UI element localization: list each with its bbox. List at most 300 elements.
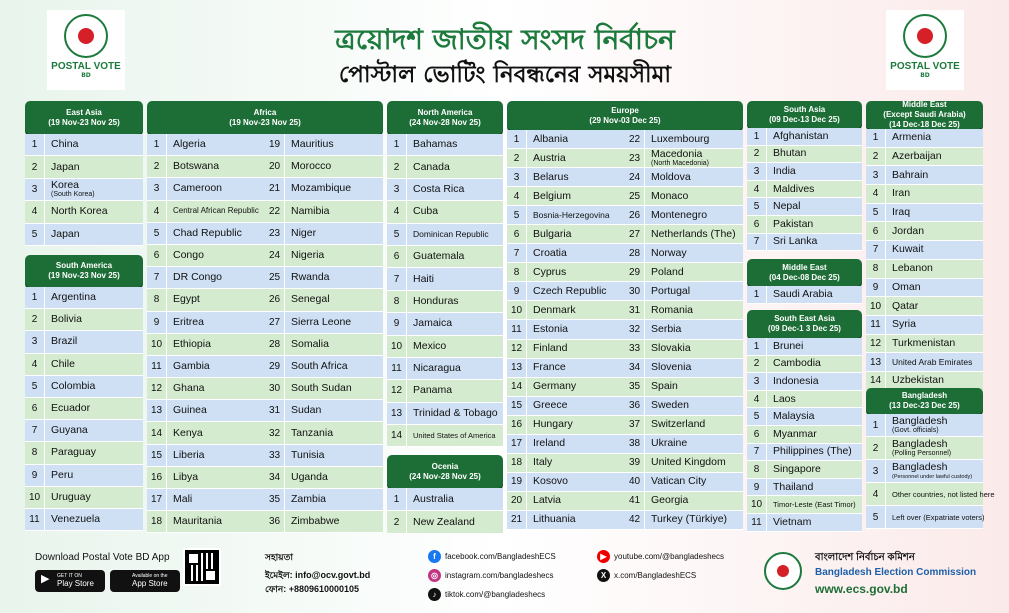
youtube-icon: ▶ xyxy=(597,550,610,563)
item-number: 15 xyxy=(147,445,167,466)
country-name: Monaco xyxy=(651,189,689,202)
item-number: 7 xyxy=(387,268,407,289)
item-number: 21 xyxy=(507,511,527,529)
country-name: Cyprus xyxy=(533,265,567,278)
x-link[interactable] xyxy=(597,569,696,582)
list-item xyxy=(507,301,625,320)
country-name: Japan xyxy=(51,227,80,240)
list-item xyxy=(866,335,983,354)
list-item xyxy=(747,408,862,426)
item-number: 2 xyxy=(25,309,45,330)
item-number: 4 xyxy=(387,201,407,222)
list-item xyxy=(747,216,862,234)
item-number: 33 xyxy=(265,445,285,466)
country-name: Turkey (Türkiye) xyxy=(651,513,728,526)
list-item xyxy=(747,373,862,391)
item-number: 13 xyxy=(387,403,407,424)
country-name: Philippines (The) xyxy=(773,445,852,458)
country-name: Mauritania xyxy=(173,515,223,528)
list-item xyxy=(747,128,862,146)
list-item xyxy=(147,178,265,200)
region-header xyxy=(747,310,862,338)
region-header xyxy=(507,101,743,130)
country-name: Armenia xyxy=(892,131,932,144)
list-item xyxy=(25,354,143,376)
region-oceania xyxy=(387,455,503,534)
list-item xyxy=(387,358,503,380)
list-item xyxy=(625,130,743,149)
region-dates: (29 Nov-03 Dec 25) xyxy=(589,115,661,125)
item-number: 20 xyxy=(265,156,285,177)
country-name: India xyxy=(773,164,796,177)
list-item xyxy=(147,289,265,311)
country-name: Rwanda xyxy=(291,271,330,284)
country-name: Libya xyxy=(173,470,199,483)
country-name: Romania xyxy=(651,303,694,316)
list-item xyxy=(866,166,983,185)
list-item xyxy=(625,206,743,225)
list-item xyxy=(625,378,743,397)
region-name: Africa xyxy=(253,107,277,117)
app-store-button[interactable] xyxy=(110,570,180,592)
country-name: Uruguay xyxy=(51,490,91,503)
list-item xyxy=(25,420,143,442)
country-name: Botswana xyxy=(173,160,220,173)
ec-website[interactable]: www.ecs.gov.bd xyxy=(815,582,908,596)
country-name: Bangladesh (Personnel under lawful custody) xyxy=(892,460,973,480)
region-south-east-asia xyxy=(747,310,862,532)
list-item xyxy=(265,489,383,511)
list-item xyxy=(25,331,143,353)
facebook-icon: f xyxy=(428,550,441,563)
instagram-icon: ◎ xyxy=(428,569,441,582)
item-number: 5 xyxy=(507,206,527,224)
item-number: 7 xyxy=(747,444,767,461)
country-name: Oman xyxy=(892,280,921,293)
country-name: United Kingdom xyxy=(651,456,726,469)
list-item xyxy=(866,241,983,260)
list-item xyxy=(866,222,983,241)
item-number: 4 xyxy=(507,187,527,205)
country-name: Moldova xyxy=(651,170,691,183)
item-number: 19 xyxy=(265,134,285,155)
item-number: 13 xyxy=(147,400,167,421)
list-item xyxy=(265,467,383,489)
item-number: 2 xyxy=(25,156,45,177)
list-item xyxy=(507,320,625,339)
country-name: Serbia xyxy=(651,322,682,335)
item-number: 11 xyxy=(387,358,407,379)
item-number: 14 xyxy=(387,425,407,446)
item-number: 33 xyxy=(625,340,645,358)
list-item xyxy=(507,473,625,492)
region-subname: (Except Saudi Arabia) xyxy=(883,110,966,119)
x-text: x.com/BangladeshECS xyxy=(614,571,697,580)
country-name: Malaysia xyxy=(773,410,815,423)
item-number: 20 xyxy=(507,492,527,510)
item-number: 18 xyxy=(147,511,167,532)
country-name: Canada xyxy=(413,160,450,173)
country-name: Germany xyxy=(533,380,577,393)
item-number: 35 xyxy=(625,378,645,396)
country-name: Gambia xyxy=(173,359,210,372)
country-name: Ethiopia xyxy=(173,337,211,350)
list-item xyxy=(387,336,503,358)
region-header xyxy=(866,101,983,129)
country-name: Haiti xyxy=(413,272,435,285)
region-south-america xyxy=(25,255,143,531)
list-item xyxy=(866,148,983,167)
country-name: Bahamas xyxy=(413,138,458,151)
list-item xyxy=(265,156,383,178)
list-item xyxy=(866,437,983,460)
list-item xyxy=(387,291,503,313)
list-item xyxy=(265,312,383,334)
list-item xyxy=(25,287,143,309)
region-header xyxy=(866,388,983,414)
item-number: 1 xyxy=(747,286,767,303)
item-number: 2 xyxy=(387,156,407,177)
country-name: Ukraine xyxy=(651,437,688,450)
item-number: 5 xyxy=(866,506,886,528)
list-item xyxy=(265,134,383,156)
item-number: 6 xyxy=(387,246,407,267)
list-item xyxy=(25,487,143,509)
list-item xyxy=(507,511,625,530)
list-item xyxy=(507,397,625,416)
country-name: Iraq xyxy=(892,206,911,219)
country-name: Mauritius xyxy=(291,138,334,151)
item-number: 26 xyxy=(265,289,285,310)
list-item xyxy=(747,181,862,199)
country-name: Morocco xyxy=(291,160,332,173)
item-number: 4 xyxy=(25,201,45,222)
country-name: Afghanistan xyxy=(773,129,829,142)
page-subtitle: পোস্টাল ভোটিং নিবন্ধনের সময়সীমা xyxy=(338,62,672,88)
item-number: 5 xyxy=(147,223,167,244)
item-number: 3 xyxy=(866,460,886,482)
country-name: Netherlands (The) xyxy=(651,227,736,240)
list-item xyxy=(387,511,503,534)
item-number: 35 xyxy=(265,489,285,510)
country-name: Liberia xyxy=(173,448,205,461)
list-item xyxy=(507,435,625,454)
country-name: Brazil xyxy=(51,335,78,348)
item-number: 2 xyxy=(387,511,407,533)
item-number: 1 xyxy=(387,488,407,510)
list-item xyxy=(866,260,983,279)
item-number: 12 xyxy=(387,380,407,401)
country-name: Lithuania xyxy=(533,513,576,526)
list-item xyxy=(866,353,983,372)
list-item xyxy=(387,224,503,246)
item-number: 4 xyxy=(747,181,767,198)
list-item xyxy=(25,398,143,420)
item-number: 8 xyxy=(507,263,527,281)
list-item xyxy=(625,454,743,473)
item-number: 36 xyxy=(625,397,645,415)
item-number: 9 xyxy=(147,312,167,333)
facebook-text: facebook.com/BangladeshECS xyxy=(445,552,556,561)
country-name: Bosnia-Herzegovina xyxy=(533,209,610,220)
country-name: Turkmenistan xyxy=(892,336,956,349)
region-east-asia xyxy=(25,101,143,246)
list-item xyxy=(25,509,143,531)
item-number: 13 xyxy=(866,353,886,371)
list-item xyxy=(625,263,743,282)
list-item xyxy=(25,134,143,156)
country-name: Sudan xyxy=(291,404,322,417)
list-item xyxy=(625,473,743,492)
item-number: 1 xyxy=(747,338,767,355)
list-item xyxy=(866,483,995,506)
item-number: 11 xyxy=(25,509,45,530)
item-number: 5 xyxy=(747,198,767,215)
item-number: 30 xyxy=(265,378,285,399)
country-name: Sweden xyxy=(651,399,689,412)
list-item xyxy=(866,279,983,298)
item-number: 5 xyxy=(25,224,45,245)
country-name: Egypt xyxy=(173,293,200,306)
country-name: Kuwait xyxy=(892,243,924,256)
item-number: 4 xyxy=(25,354,45,375)
country-name: Namibia xyxy=(291,204,330,217)
list-item xyxy=(507,454,625,473)
country-name: Jamaica xyxy=(413,317,453,330)
country-name: Left over (Expatriate voters) xyxy=(892,512,985,522)
country-name: Ghana xyxy=(173,382,205,395)
list-item xyxy=(265,378,383,400)
region-header xyxy=(147,101,383,134)
app-label: App Store xyxy=(132,579,168,588)
region-dates: (09 Dec-1 3 Dec 25) xyxy=(768,324,841,333)
footer xyxy=(0,542,1009,613)
item-number: 42 xyxy=(625,511,645,529)
tiktok-text: tiktok.com/@bangladeshecs xyxy=(445,590,546,599)
item-number: 6 xyxy=(25,398,45,419)
item-number: 7 xyxy=(747,234,767,251)
list-item xyxy=(747,356,862,374)
country-name: Finland xyxy=(533,342,568,355)
list-item xyxy=(625,320,743,339)
list-item xyxy=(387,156,503,178)
play-label: Play Store xyxy=(57,579,94,588)
item-number: 25 xyxy=(625,187,645,205)
country-name: Trinidad & Tobago xyxy=(413,406,498,419)
region-dates: (19 Nov-23 Nov 25) xyxy=(229,117,301,127)
country-name: Austria xyxy=(533,151,566,164)
country-name: Argentina xyxy=(51,291,96,304)
item-number: 41 xyxy=(625,492,645,510)
country-name: Bulgaria xyxy=(533,227,572,240)
item-number: 38 xyxy=(625,435,645,453)
item-number: 3 xyxy=(507,168,527,186)
list-item xyxy=(625,187,743,206)
region-north-america xyxy=(387,101,503,447)
country-name: Sierra Leone xyxy=(291,315,352,328)
country-name: Belarus xyxy=(533,170,569,183)
list-item xyxy=(147,378,265,400)
country-name: Estonia xyxy=(533,322,569,335)
list-item xyxy=(747,461,862,479)
country-name: Zimbabwe xyxy=(291,515,340,528)
item-number: 40 xyxy=(625,473,645,491)
item-number: 29 xyxy=(625,263,645,281)
country-name: Ecuador xyxy=(51,402,91,415)
country-name: Slovenia xyxy=(651,361,692,374)
country-name: Spain xyxy=(651,380,678,393)
item-number: 4 xyxy=(866,185,886,203)
country-name: United Arab Emirates xyxy=(892,356,973,367)
country-name: Uganda xyxy=(291,470,328,483)
list-item xyxy=(387,268,503,290)
item-number: 13 xyxy=(507,359,527,377)
item-number: 5 xyxy=(866,204,886,222)
country-name: Hungary xyxy=(533,418,573,431)
item-number: 6 xyxy=(866,222,886,240)
instagram-link[interactable] xyxy=(428,569,554,582)
item-number: 11 xyxy=(507,320,527,338)
list-item xyxy=(387,201,503,223)
country-name: New Zealand xyxy=(413,515,475,528)
item-number: 3 xyxy=(387,179,407,200)
country-name: Slovakia xyxy=(651,342,691,355)
item-number: 24 xyxy=(625,168,645,186)
youtube-link[interactable] xyxy=(597,550,724,563)
country-name: Panama xyxy=(413,384,453,397)
country-name: Czech Republic xyxy=(533,284,607,297)
list-item xyxy=(625,225,743,244)
country-name: Singapore xyxy=(773,462,821,475)
list-item xyxy=(265,201,383,223)
list-item xyxy=(265,400,383,422)
list-item xyxy=(387,380,503,402)
facebook-link[interactable] xyxy=(428,550,556,563)
country-name: Guatemala xyxy=(413,250,465,263)
election-commission-emblem xyxy=(764,552,802,590)
country-name: Tanzania xyxy=(291,426,334,439)
item-number: 7 xyxy=(507,244,527,262)
item-number: 34 xyxy=(625,359,645,377)
help-email[interactable]: ইমেইল: info@ocv.govt.bd xyxy=(265,570,371,580)
item-number: 12 xyxy=(507,340,527,358)
list-item xyxy=(747,234,862,252)
country-name: Luxembourg xyxy=(651,132,710,145)
item-number: 23 xyxy=(625,149,645,167)
country-name: Lebanon xyxy=(892,262,933,275)
country-name: Eritrea xyxy=(173,315,204,328)
item-number: 1 xyxy=(507,130,527,148)
region-bangladesh xyxy=(866,388,995,529)
list-item xyxy=(747,163,862,181)
country-name: Saudi Arabia xyxy=(773,288,833,300)
item-number: 5 xyxy=(387,224,407,245)
list-item xyxy=(25,179,143,201)
country-name: Latvia xyxy=(533,494,562,507)
country-name: Senegal xyxy=(291,293,330,306)
item-number: 3 xyxy=(747,373,767,390)
list-item xyxy=(625,282,743,301)
help-phone[interactable]: ফোন: +8809610000105 xyxy=(265,584,360,594)
item-number: 3 xyxy=(747,163,767,180)
list-item xyxy=(265,356,383,378)
country-name: China xyxy=(51,138,79,151)
country-name: Qatar xyxy=(892,299,919,312)
country-name: Croatia xyxy=(533,246,567,259)
list-item xyxy=(625,340,743,359)
list-item xyxy=(507,492,625,511)
item-number: 3 xyxy=(25,331,45,352)
item-number: 10 xyxy=(747,496,767,513)
item-number: 36 xyxy=(265,511,285,532)
item-number: 22 xyxy=(265,201,285,222)
list-item xyxy=(507,187,625,206)
country-name: DR Congo xyxy=(173,271,223,284)
item-number: 24 xyxy=(265,245,285,266)
country-name: Myanmar xyxy=(773,427,817,440)
item-number: 14 xyxy=(866,372,886,390)
list-item xyxy=(147,312,265,334)
region-name: Middle East xyxy=(782,262,827,272)
item-number: 9 xyxy=(747,479,767,496)
list-item xyxy=(507,225,625,244)
country-name: Japan xyxy=(51,160,80,173)
country-name: United States of America xyxy=(413,431,496,441)
list-item xyxy=(747,286,862,304)
country-name: Tunisia xyxy=(291,448,325,461)
country-name: Belgium xyxy=(533,189,571,202)
country-name: South Sudan xyxy=(291,382,352,395)
country-name: Niger xyxy=(291,226,317,239)
region-name: South Asia xyxy=(783,104,826,114)
region-name: North America xyxy=(417,107,473,117)
country-name: Azerbaijan xyxy=(892,150,942,163)
country-name: Maldives xyxy=(773,182,815,195)
instagram-text: instagram.com/bangladeshecs xyxy=(445,571,554,580)
list-item xyxy=(387,313,503,335)
list-item xyxy=(507,263,625,282)
list-item xyxy=(265,289,383,311)
list-item xyxy=(265,445,383,467)
item-number: 1 xyxy=(866,129,886,147)
tiktok-link[interactable] xyxy=(428,588,545,601)
country-name: Cuba xyxy=(413,205,439,218)
item-number: 6 xyxy=(507,225,527,243)
country-name: Indonesia xyxy=(773,374,819,387)
region-name: South America xyxy=(55,261,113,270)
list-item xyxy=(147,201,265,223)
country-name: Bolivia xyxy=(51,313,82,326)
list-item xyxy=(507,359,625,378)
list-item xyxy=(866,414,983,437)
country-name: Italy xyxy=(533,456,553,469)
list-item xyxy=(265,334,383,356)
x-icon: X xyxy=(597,569,610,582)
play-store-button[interactable] xyxy=(35,570,105,592)
item-number: 17 xyxy=(147,489,167,510)
country-name: Honduras xyxy=(413,294,459,307)
ec-name-en: Bangladesh Election Commission xyxy=(815,567,977,578)
logo-subtext: BD xyxy=(920,72,930,79)
country-name: Albania xyxy=(533,132,569,145)
logo-text: POSTAL VOTE xyxy=(890,61,960,72)
list-item xyxy=(25,465,143,487)
country-name: Paraguay xyxy=(51,446,96,459)
region-header xyxy=(747,259,862,286)
qr-code xyxy=(185,550,219,584)
list-item xyxy=(265,267,383,289)
list-item xyxy=(625,435,743,454)
